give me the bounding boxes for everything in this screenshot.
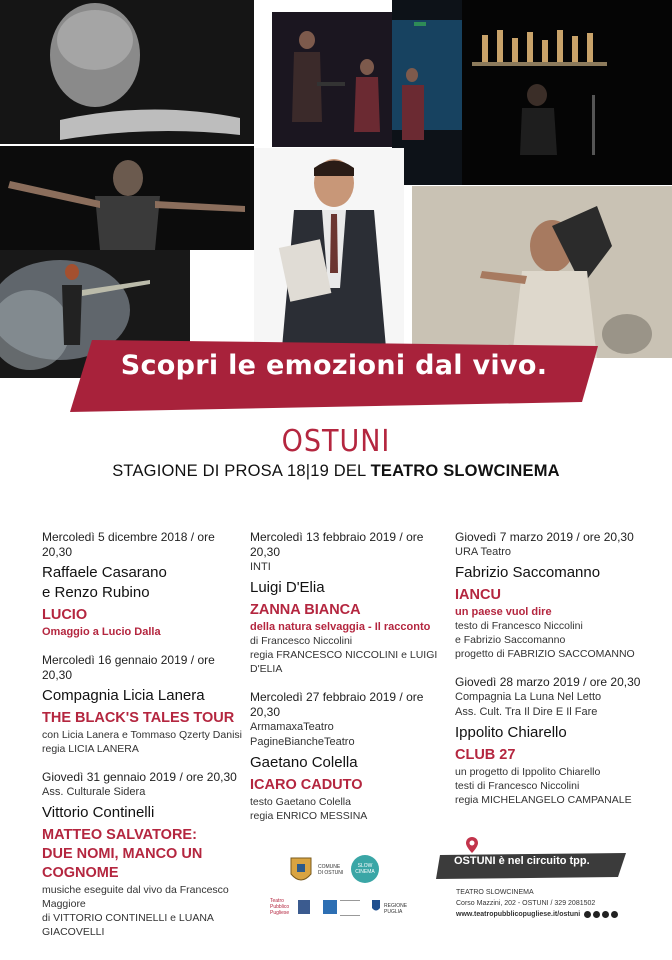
location-pin-icon: [466, 837, 478, 853]
tpp-mark-icon: [298, 900, 310, 914]
photo-musicians-stage: [272, 12, 392, 147]
event-credit: regia FRANCESCO NICCOLINI e LUIGI D'ELIA: [250, 649, 438, 675]
event-company: Compagnia La Luna Nel Letto: [455, 691, 602, 703]
event-matteo-salvatore: [42, 770, 242, 939]
event-credit: progetto di FABRIZIO SACCOMANNO: [455, 648, 635, 660]
schedule-column-1: [42, 530, 242, 953]
photo-performer-arms-open: [0, 146, 254, 250]
venue-address: Corso Mazzini, 202 - OSTUNI / 329 2081502: [456, 900, 596, 907]
photo-bar-shelf: [462, 0, 672, 185]
event-company: Ass. Culturale Sidera: [42, 786, 146, 798]
event-credit: regia LICIA LANERA: [42, 743, 139, 755]
event-artist: Raffaele Casarano: [42, 564, 167, 581]
event-subtitle: Omaggio a Lucio Dalla: [42, 626, 161, 638]
event-subtitle: un paese vuol dire: [455, 606, 552, 618]
event-credit: testi di Francesco Niccolini: [455, 780, 580, 792]
event-date: Mercoledì 27 febbraio 2019 / ore 20,30: [250, 690, 424, 719]
event-date: Mercoledì 16 gennaio 2019 / ore 20,30: [42, 653, 215, 682]
event-club-27: [455, 675, 655, 807]
event-artist: Gaetano Colella: [250, 754, 358, 771]
event-date: Giovedì 31 gennaio 2019 / ore 20,30: [42, 770, 237, 784]
season-prefix: STAGIONE DI PROSA 18|19 DEL: [112, 462, 371, 480]
event-credit: con Licia Lanera e Tommaso Qzerty Danisi: [42, 729, 242, 741]
event-artist: Ippolito Chiarello: [455, 724, 567, 741]
city-title: OSTUNI: [281, 424, 391, 459]
tagline-text: Scopri le emozioni dal vivo.: [120, 350, 548, 381]
twitter-icon[interactable]: [593, 911, 600, 918]
event-credit: Maggiore: [42, 898, 86, 910]
event-lucio: [42, 530, 242, 639]
event-icaro-caduto: [250, 690, 450, 823]
ministry-logo-icon: [323, 900, 337, 914]
event-title: ZANNA BIANCA: [250, 602, 361, 618]
event-date: Mercoledì 13 febbraio 2019 / ore 20,30: [250, 530, 424, 559]
instagram-icon[interactable]: [611, 911, 618, 918]
logo-slowcinema: SLOW CINEMA: [355, 863, 375, 875]
logo-tpp: Teatro Pubblico Pugliese: [270, 898, 290, 916]
event-zanna-bianca: [250, 530, 450, 676]
puglia-crest-icon: [371, 899, 381, 913]
circuit-text: OSTUNI è nel circuito tpp.: [454, 855, 590, 867]
event-date: Mercoledì 5 dicembre 2018 / ore 20,30: [42, 530, 215, 559]
event-credit: di VITTORIO CONTINELLI e LUANA GIACOVELLI: [42, 912, 214, 938]
event-company: PagineBiancheTeatro: [250, 736, 355, 748]
facebook-icon[interactable]: [584, 911, 591, 918]
event-artist: Vittorio Continelli: [42, 804, 155, 821]
schedule-column-2: [250, 530, 450, 837]
tagline-banner: [70, 340, 598, 412]
venue-name: TEATRO SLOWCINEMA: [456, 889, 534, 896]
event-subtitle: della natura selvaggia - Il racconto: [250, 621, 431, 633]
venue-info: [456, 887, 666, 920]
event-credit: musiche eseguite dal vivo da Francesco: [42, 884, 229, 896]
event-title: COGNOME: [42, 865, 119, 881]
event-title: THE BLACK'S TALES TOUR: [42, 710, 235, 726]
season-venue: TEATRO SLOWCINEMA: [370, 462, 560, 480]
event-date: Giovedì 7 marzo 2019 / ore 20,30: [455, 530, 634, 544]
event-credit: e Fabrizio Saccomanno: [455, 634, 566, 646]
schedule-column-3: [455, 530, 655, 821]
photo-performer-bald: [0, 0, 254, 144]
sponsor-logos: [268, 850, 433, 930]
logo-ministry-text: [340, 900, 360, 916]
season-subtitle: [0, 462, 672, 481]
event-title: IANCU: [455, 587, 501, 603]
event-title: MATTEO SALVATORE:: [42, 827, 197, 843]
youtube-icon[interactable]: [602, 911, 609, 918]
website-link[interactable]: www.teatropubblicopugliese.it/ostuni: [456, 911, 581, 918]
event-blacks-tales: [42, 653, 242, 756]
event-title: ICARO CADUTO: [250, 777, 363, 793]
event-company: Ass. Cult. Tra Il Dire E Il Fare: [455, 706, 598, 718]
event-credit: regia ENRICO MESSINA: [250, 810, 368, 822]
event-credit: di Francesco Niccolini: [250, 635, 353, 647]
event-credit: testo Gaetano Colella: [250, 796, 351, 808]
event-artist: Luigi D'Elia: [250, 579, 325, 596]
event-iancu: [455, 530, 655, 661]
ostuni-crest-icon: [288, 856, 314, 886]
event-title: LUCIO: [42, 607, 88, 623]
event-title: DUE NOMI, MANCO UN: [42, 846, 203, 862]
event-title: CLUB 27: [455, 747, 516, 763]
event-company: URA Teatro: [455, 546, 512, 558]
event-credit: regia MICHELANGELO CAMPANALE: [455, 794, 632, 806]
event-artist: Fabrizio Saccomanno: [455, 564, 601, 581]
event-credit: testo di Francesco Niccolini: [455, 620, 583, 632]
event-artist: e Renzo Rubino: [42, 584, 150, 601]
event-artist: Compagnia Licia Lanera: [42, 687, 205, 704]
event-company: INTI: [250, 561, 271, 573]
event-date: Giovedì 28 marzo 2019 / ore 20,30: [455, 675, 641, 689]
logo-comune: COMUNE DI OSTUNI: [318, 864, 344, 876]
photo-actor-with-books: [254, 148, 404, 348]
circuit-banner: [436, 849, 626, 879]
logo-puglia: REGIONE PUGLIA: [384, 903, 408, 915]
photo-actor-gesturing: [412, 186, 672, 358]
event-credit: un progetto di Ippolito Chiarello: [455, 766, 601, 778]
event-company: ArmamaxaTeatro: [250, 721, 334, 733]
